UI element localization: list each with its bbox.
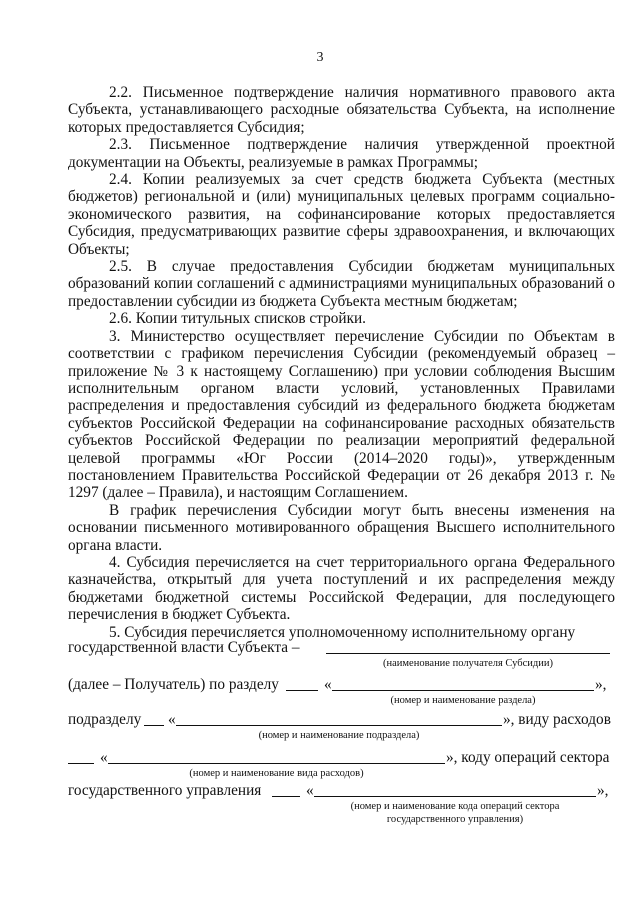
caption-operations-code-1: (номер и наименование кода операций сектора [350,801,560,812]
open-quote: « [306,782,314,799]
operations-code-label: государственного управления [68,782,262,799]
close-quote: », виду расходов [503,711,611,728]
paragraph-2-4: 2.4. Копии реализуемых за счет средств бюджета Субъекта (местных бюджетов) региональной и (или) муниципальных целевых программ социально-экономического развития, на софинансирование которых предоставляется Субсидия, предусматривающих развитие сферы здравоохранения, и включающих Объекты; [68,171,615,258]
close-quote: », коду операций сектора [446,749,610,766]
open-quote: « [100,749,108,766]
open-quote: « [324,676,332,693]
close-quote: », [597,782,609,799]
form-line-recipient [68,639,615,657]
caption-operations-code-2: государственного управления) [386,814,524,825]
document-body [68,84,615,641]
paragraph-2-6: 2.6. Копии титульных списков стройки. [109,310,367,328]
subsection-label: подразделу [68,711,142,728]
caption-section: (номер и наименование раздела) [390,695,536,706]
form-line-expense-type [68,749,615,767]
paragraph-5: 5. Субсидия перечисляется уполномоченному исполнительному органу [109,623,576,641]
paragraph-schedule-changes: В график перечисления Субсидии могут быть внесены изменения на основании письменного мотивированного обращения Высшего исполнительного органа власти. [68,501,615,554]
form-line-section [68,676,615,694]
caption-expense-type: (номер и наименование вида расходов) [189,768,364,779]
caption-subsection: (номер и наименование подраздела) [258,730,420,741]
subsection-number-blank [144,725,164,726]
paragraph-2-3: 2.3. Письменное подтверждение наличия утвержденной проектной документации на Объекты, реализуемые в рамках Программы; [68,136,615,171]
page-number: 3 [316,50,324,65]
section-label: (далее – Получатель) по разделу [68,676,279,693]
subsection-name-blank [176,725,502,726]
paragraph-4: 4. Субсидия перечисляется на счет территориального органа Федерального казначейства, открытый для учета поступлений и их распределения между бюджетами бюджетной системы Российской Федерации, для последующего перечисления в бюджет Субъекта. [68,553,615,624]
expense-name-blank [108,763,445,764]
close-quote: », [595,676,607,693]
section-name-blank [332,690,594,691]
form-line-operations-code [68,782,615,800]
paragraph-2-5: 2.5. В случае предоставления Субсидии бюджетам муниципальных образований копии соглашений с администрациями муниципальных образований о предоставлении субсидии из бюджета Субъекта местным бюджетам; [68,258,615,310]
recipient-blank [326,653,610,654]
paragraph-2-2: 2.2. Письменное подтверждение наличия нормативного правового акта Субъекта, устанавливающего расходные обязательства Субъекта, на исполнение которых предоставляется Субсидия; [68,84,615,136]
expense-number-blank [68,763,94,764]
open-quote: « [168,711,176,728]
operations-code-name-blank [314,796,596,797]
caption-recipient: (наименование получателя Субсидии) [383,658,553,669]
section-number-blank [286,690,318,691]
operations-code-number-blank [272,796,300,797]
form-line-subsection [68,711,615,729]
paragraph-3: 3. Министерство осуществляет перечисление Субсидии по Объектам в соответствии с графиком перечисления Субсидии (рекомендуемый образец – приложение № 3 к настоящему Соглашению) при условии соблюдения Высшим исполнительным органом власти условий, установленных Правилами распределения и предоставления субсидий из федерального бюджета бюджетам субъектов Российской Федерации на софинансирование расходных обязательств субъектов Российской Федерации по реализации мероприятий федеральной целевой программы «Юг России (2014–2020 годы)», утвержденным постановлением Правительства Российской Федерации от 26 декабря 2013 г. № 1297 (далее – Правила), и настоящим Соглашением. [68,327,615,502]
recipient-label: государственной власти Субъекта – [68,639,300,656]
